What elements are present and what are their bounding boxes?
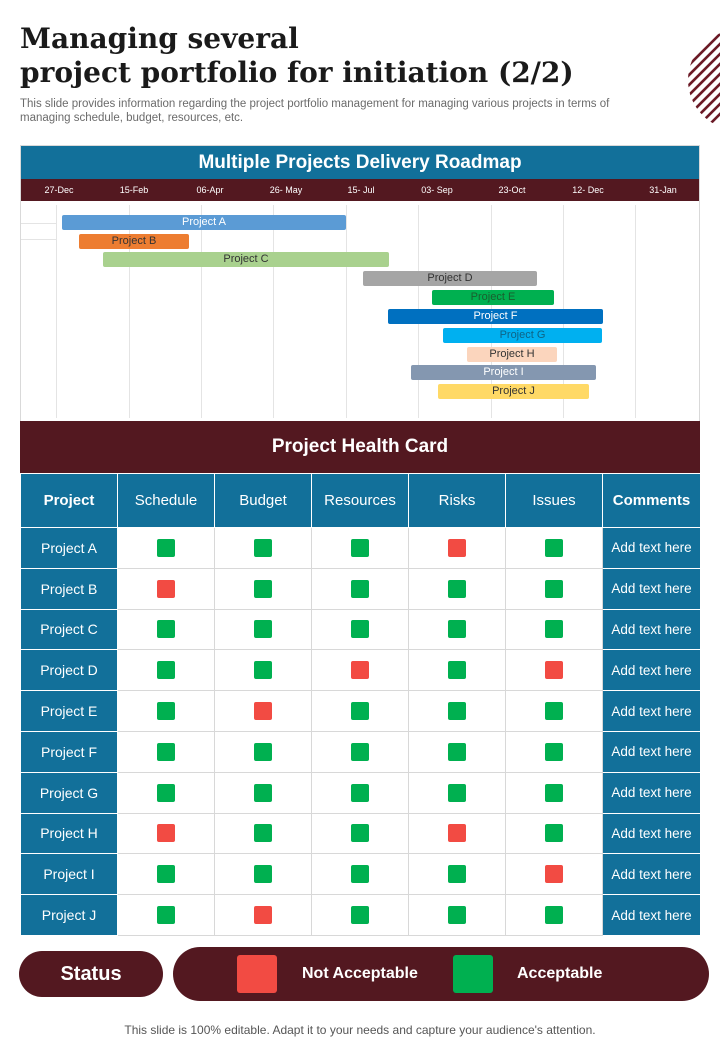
table-row bbox=[21, 650, 701, 691]
status-cell bbox=[118, 650, 215, 691]
acceptable-status-indicator bbox=[545, 702, 563, 720]
status-cell bbox=[312, 650, 409, 691]
status-cell bbox=[215, 691, 312, 732]
comment-cell[interactable]: Add text here bbox=[603, 813, 701, 854]
status-cell bbox=[215, 813, 312, 854]
footer-note: This slide is 100% editable. Adapt it to your needs and capture your audience's attention. bbox=[124, 1023, 596, 1037]
status-cell bbox=[506, 609, 603, 650]
acceptable-status-indicator bbox=[545, 743, 563, 761]
acceptable-status-indicator bbox=[254, 824, 272, 842]
status-cell bbox=[312, 609, 409, 650]
table-row bbox=[21, 772, 701, 813]
acceptable-status-indicator bbox=[157, 906, 175, 924]
gantt-bar-project-d: Project D bbox=[363, 271, 537, 286]
status-cell bbox=[409, 731, 506, 772]
table-row bbox=[21, 691, 701, 732]
table-row bbox=[21, 731, 701, 772]
acceptable-status-indicator bbox=[545, 824, 563, 842]
roadmap-date: 27-Dec bbox=[44, 185, 74, 195]
project-name-cell: Project J bbox=[21, 895, 118, 936]
gantt-bar-project-j: Project J bbox=[438, 384, 589, 399]
acceptable-swatch bbox=[453, 955, 493, 993]
status-cell bbox=[312, 772, 409, 813]
status-cell bbox=[409, 895, 506, 936]
acceptable-status-indicator bbox=[157, 743, 175, 761]
status-legend bbox=[173, 947, 709, 1001]
not-acceptable-status-indicator bbox=[351, 661, 369, 679]
acceptable-status-indicator bbox=[351, 743, 369, 761]
status-cell bbox=[506, 528, 603, 569]
not-acceptable-status-indicator bbox=[448, 539, 466, 557]
roadmap-date: 15-Feb bbox=[119, 185, 149, 195]
status-cell bbox=[215, 528, 312, 569]
acceptable-status-indicator bbox=[448, 661, 466, 679]
status-cell bbox=[215, 854, 312, 895]
acceptable-status-indicator bbox=[157, 661, 175, 679]
acceptable-status-indicator bbox=[157, 865, 175, 883]
project-name-cell: Project F bbox=[21, 731, 118, 772]
acceptable-status-indicator bbox=[157, 539, 175, 557]
column-header-schedule: Schedule bbox=[118, 474, 215, 528]
acceptable-status-indicator bbox=[254, 580, 272, 598]
table-row bbox=[21, 854, 701, 895]
not-acceptable-label: Not Acceptable bbox=[302, 965, 418, 982]
acceptable-status-indicator bbox=[254, 661, 272, 679]
comment-cell[interactable]: Add text here bbox=[603, 854, 701, 895]
acceptable-status-indicator bbox=[254, 620, 272, 638]
roadmap-date: 06-Apr bbox=[196, 185, 224, 195]
table-row bbox=[21, 568, 701, 609]
status-cell bbox=[118, 609, 215, 650]
delivery-roadmap bbox=[20, 145, 700, 422]
status-cell bbox=[118, 854, 215, 895]
roadmap-date-axis bbox=[21, 179, 699, 201]
comment-cell[interactable]: Add text here bbox=[603, 691, 701, 732]
status-cell bbox=[409, 691, 506, 732]
project-name-cell: Project D bbox=[21, 650, 118, 691]
acceptable-status-indicator bbox=[254, 784, 272, 802]
acceptable-status-indicator bbox=[448, 784, 466, 802]
gantt-gridline bbox=[21, 239, 57, 240]
comment-cell[interactable]: Add text here bbox=[603, 895, 701, 936]
acceptable-status-indicator bbox=[545, 784, 563, 802]
table-row bbox=[21, 895, 701, 936]
status-cell bbox=[118, 895, 215, 936]
acceptable-status-indicator bbox=[448, 620, 466, 638]
status-cell bbox=[312, 691, 409, 732]
not-acceptable-swatch bbox=[237, 955, 277, 993]
column-header-budget: Budget bbox=[215, 474, 312, 528]
acceptable-status-indicator bbox=[448, 702, 466, 720]
status-cell bbox=[118, 691, 215, 732]
project-name-cell: Project B bbox=[21, 568, 118, 609]
status-cell bbox=[409, 609, 506, 650]
gantt-bar-project-h: Project H bbox=[467, 347, 557, 362]
roadmap-date: 23-Oct bbox=[498, 185, 526, 195]
status-cell bbox=[506, 650, 603, 691]
acceptable-status-indicator bbox=[545, 620, 563, 638]
table-row bbox=[21, 813, 701, 854]
not-acceptable-status-indicator bbox=[545, 661, 563, 679]
acceptable-status-indicator bbox=[448, 743, 466, 761]
status-cell bbox=[118, 568, 215, 609]
column-header-issues: Issues bbox=[506, 474, 603, 528]
acceptable-status-indicator bbox=[448, 580, 466, 598]
status-cell bbox=[409, 854, 506, 895]
acceptable-status-indicator bbox=[351, 784, 369, 802]
comment-cell[interactable]: Add text here bbox=[603, 568, 701, 609]
table-header-row bbox=[21, 474, 701, 528]
comment-cell[interactable]: Add text here bbox=[603, 772, 701, 813]
status-cell bbox=[118, 528, 215, 569]
page-title bbox=[20, 22, 640, 90]
acceptable-status-indicator bbox=[254, 743, 272, 761]
acceptable-status-indicator bbox=[157, 702, 175, 720]
project-name-cell: Project A bbox=[21, 528, 118, 569]
gantt-gridline bbox=[56, 205, 57, 418]
roadmap-title: Multiple Projects Delivery Roadmap bbox=[21, 146, 699, 179]
not-acceptable-status-indicator bbox=[545, 865, 563, 883]
status-cell bbox=[215, 650, 312, 691]
status-cell bbox=[215, 895, 312, 936]
gantt-bar-project-c: Project C bbox=[103, 252, 389, 267]
gantt-bar-project-b: Project B bbox=[79, 234, 189, 249]
status-cell bbox=[312, 895, 409, 936]
acceptable-status-indicator bbox=[157, 784, 175, 802]
status-cell bbox=[409, 813, 506, 854]
status-cell bbox=[312, 731, 409, 772]
acceptable-label: Acceptable bbox=[517, 965, 603, 982]
status-cell bbox=[409, 568, 506, 609]
status-cell bbox=[118, 731, 215, 772]
roadmap-date: 12- Dec bbox=[572, 185, 604, 195]
status-cell bbox=[506, 895, 603, 936]
status-cell bbox=[506, 731, 603, 772]
gantt-bar-project-a: Project A bbox=[62, 215, 346, 230]
acceptable-status-indicator bbox=[448, 906, 466, 924]
page-title-line-2: project portfolio for initiation (2/2) bbox=[20, 56, 574, 89]
status-cell bbox=[312, 568, 409, 609]
project-name-cell: Project E bbox=[21, 691, 118, 732]
column-header-risks: Risks bbox=[409, 474, 506, 528]
project-name-cell: Project I bbox=[21, 854, 118, 895]
acceptable-status-indicator bbox=[351, 539, 369, 557]
status-cell bbox=[215, 609, 312, 650]
not-acceptable-status-indicator bbox=[157, 580, 175, 598]
acceptable-status-indicator bbox=[351, 620, 369, 638]
column-header-comments: Comments bbox=[603, 474, 701, 528]
status-label: Status bbox=[19, 951, 163, 997]
column-header-project: Project bbox=[21, 474, 118, 528]
comment-cell[interactable]: Add text here bbox=[603, 731, 701, 772]
acceptable-status-indicator bbox=[351, 824, 369, 842]
table-row bbox=[21, 528, 701, 569]
acceptable-status-indicator bbox=[157, 620, 175, 638]
acceptable-status-indicator bbox=[448, 865, 466, 883]
roadmap-date: 03- Sep bbox=[421, 185, 453, 195]
comment-cell[interactable]: Add text here bbox=[603, 528, 701, 569]
gantt-bar-project-f: Project F bbox=[388, 309, 603, 324]
striped-circle-decoration bbox=[686, 28, 720, 132]
comment-cell[interactable]: Add text here bbox=[603, 609, 701, 650]
acceptable-status-indicator bbox=[351, 865, 369, 883]
status-cell bbox=[409, 772, 506, 813]
gantt-gridline bbox=[635, 205, 636, 418]
comment-cell[interactable]: Add text here bbox=[603, 650, 701, 691]
acceptable-status-indicator bbox=[254, 865, 272, 883]
status-cell bbox=[312, 854, 409, 895]
project-name-cell: Project H bbox=[21, 813, 118, 854]
health-card-table bbox=[20, 473, 701, 936]
gantt-bar-project-e: Project E bbox=[432, 290, 554, 305]
acceptable-status-indicator bbox=[351, 580, 369, 598]
status-cell bbox=[118, 813, 215, 854]
status-cell bbox=[215, 772, 312, 813]
status-cell bbox=[506, 691, 603, 732]
gantt-gridline bbox=[21, 223, 57, 224]
roadmap-gantt bbox=[21, 201, 699, 422]
gantt-bar-project-g: Project G bbox=[443, 328, 602, 343]
status-cell bbox=[312, 528, 409, 569]
status-cell bbox=[312, 813, 409, 854]
project-name-cell: Project C bbox=[21, 609, 118, 650]
page-subtitle: This slide provides information regarding the project portfolio management for managing various projects in terms of managing schedule, budget, resources, etc. bbox=[20, 98, 610, 124]
status-cell bbox=[506, 568, 603, 609]
roadmap-date: 15- Jul bbox=[347, 185, 375, 195]
roadmap-date: 26- May bbox=[269, 185, 303, 195]
status-cell bbox=[506, 813, 603, 854]
not-acceptable-status-indicator bbox=[157, 824, 175, 842]
status-cell bbox=[215, 731, 312, 772]
not-acceptable-status-indicator bbox=[254, 906, 272, 924]
acceptable-status-indicator bbox=[351, 906, 369, 924]
acceptable-status-indicator bbox=[351, 702, 369, 720]
status-cell bbox=[506, 772, 603, 813]
not-acceptable-status-indicator bbox=[254, 702, 272, 720]
status-cell bbox=[409, 528, 506, 569]
gantt-gridline bbox=[201, 205, 202, 418]
acceptable-status-indicator bbox=[545, 580, 563, 598]
not-acceptable-status-indicator bbox=[448, 824, 466, 842]
gantt-bar-project-i: Project I bbox=[411, 365, 596, 380]
gantt-gridline bbox=[346, 205, 347, 418]
status-cell bbox=[215, 568, 312, 609]
status-cell bbox=[409, 650, 506, 691]
column-header-resources: Resources bbox=[312, 474, 409, 528]
gantt-gridline bbox=[273, 205, 274, 418]
acceptable-status-indicator bbox=[545, 539, 563, 557]
page-title-line-1: Managing several bbox=[20, 22, 299, 55]
roadmap-date: 31-Jan bbox=[649, 185, 677, 195]
project-name-cell: Project G bbox=[21, 772, 118, 813]
acceptable-status-indicator bbox=[254, 539, 272, 557]
status-cell bbox=[506, 854, 603, 895]
table-row bbox=[21, 609, 701, 650]
status-cell bbox=[118, 772, 215, 813]
acceptable-status-indicator bbox=[545, 906, 563, 924]
health-card-title: Project Health Card bbox=[20, 421, 700, 473]
